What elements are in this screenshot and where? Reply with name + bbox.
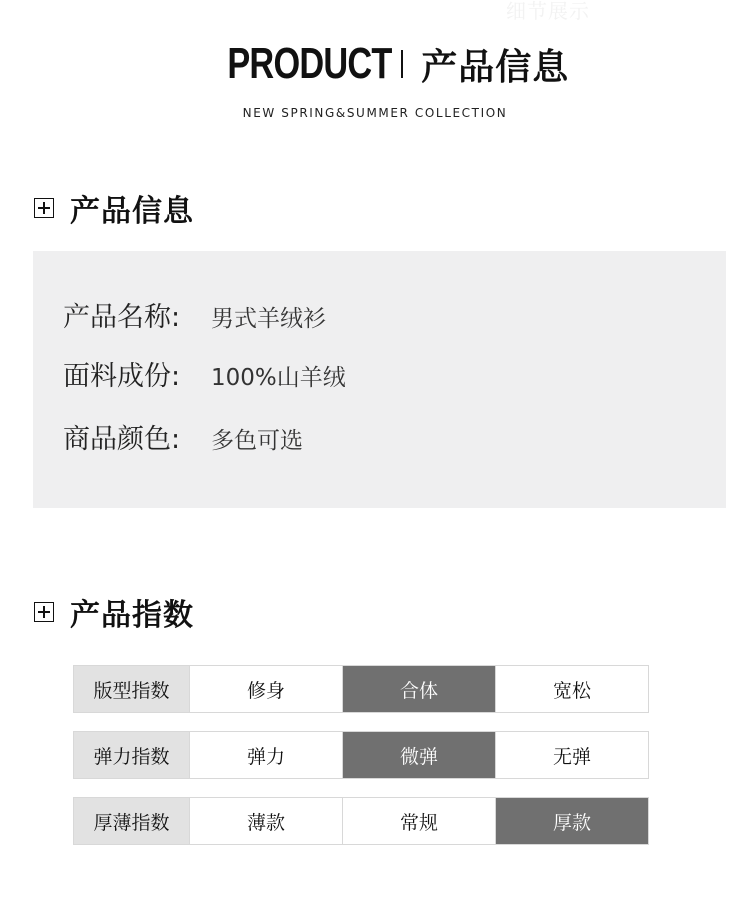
ghost-heading-text: 细节展示 bbox=[506, 0, 590, 23]
index-option-selected: 厚款 bbox=[495, 798, 648, 844]
plus-icon bbox=[34, 198, 54, 218]
plus-icon bbox=[34, 602, 54, 622]
index-option: 常规 bbox=[342, 798, 495, 844]
header-title-row bbox=[181, 38, 570, 90]
info-key: 产品名称: bbox=[63, 302, 181, 333]
header-divider bbox=[401, 50, 403, 78]
info-value: 多色可选 bbox=[211, 428, 303, 454]
info-section-title: 产品信息 bbox=[70, 194, 194, 229]
elasticity-index-row bbox=[73, 731, 649, 779]
index-label: 厚薄指数 bbox=[74, 798, 189, 844]
fit-index-row bbox=[73, 665, 649, 713]
info-row-fabric bbox=[63, 354, 346, 393]
product-info-panel bbox=[33, 251, 726, 508]
index-option: 修身 bbox=[189, 666, 342, 712]
page-header bbox=[0, 38, 750, 120]
info-value: 100%山羊绒 bbox=[211, 365, 346, 391]
info-key: 面料成份: bbox=[63, 361, 181, 392]
info-row-color bbox=[63, 417, 303, 456]
index-section-heading bbox=[34, 590, 194, 634]
info-section-heading bbox=[34, 186, 194, 230]
index-option: 弹力 bbox=[189, 732, 342, 778]
header-subtitle: NEW SPRING&SUMMER COLLECTION bbox=[242, 106, 508, 120]
index-label: 弹力指数 bbox=[74, 732, 189, 778]
index-option-selected: 微弹 bbox=[342, 732, 495, 778]
index-option: 宽松 bbox=[495, 666, 648, 712]
index-option: 薄款 bbox=[189, 798, 342, 844]
header-title-en: PRODUCT bbox=[227, 39, 392, 88]
index-section-title: 产品指数 bbox=[70, 598, 194, 633]
header-title-cn: 产品信息 bbox=[421, 46, 570, 88]
info-row-name bbox=[63, 295, 326, 334]
info-value: 男式羊绒衫 bbox=[211, 306, 326, 332]
thickness-index-row bbox=[73, 797, 649, 845]
index-option: 无弹 bbox=[495, 732, 648, 778]
info-key: 商品颜色: bbox=[63, 424, 181, 455]
index-label: 版型指数 bbox=[74, 666, 189, 712]
index-option-selected: 合体 bbox=[342, 666, 495, 712]
